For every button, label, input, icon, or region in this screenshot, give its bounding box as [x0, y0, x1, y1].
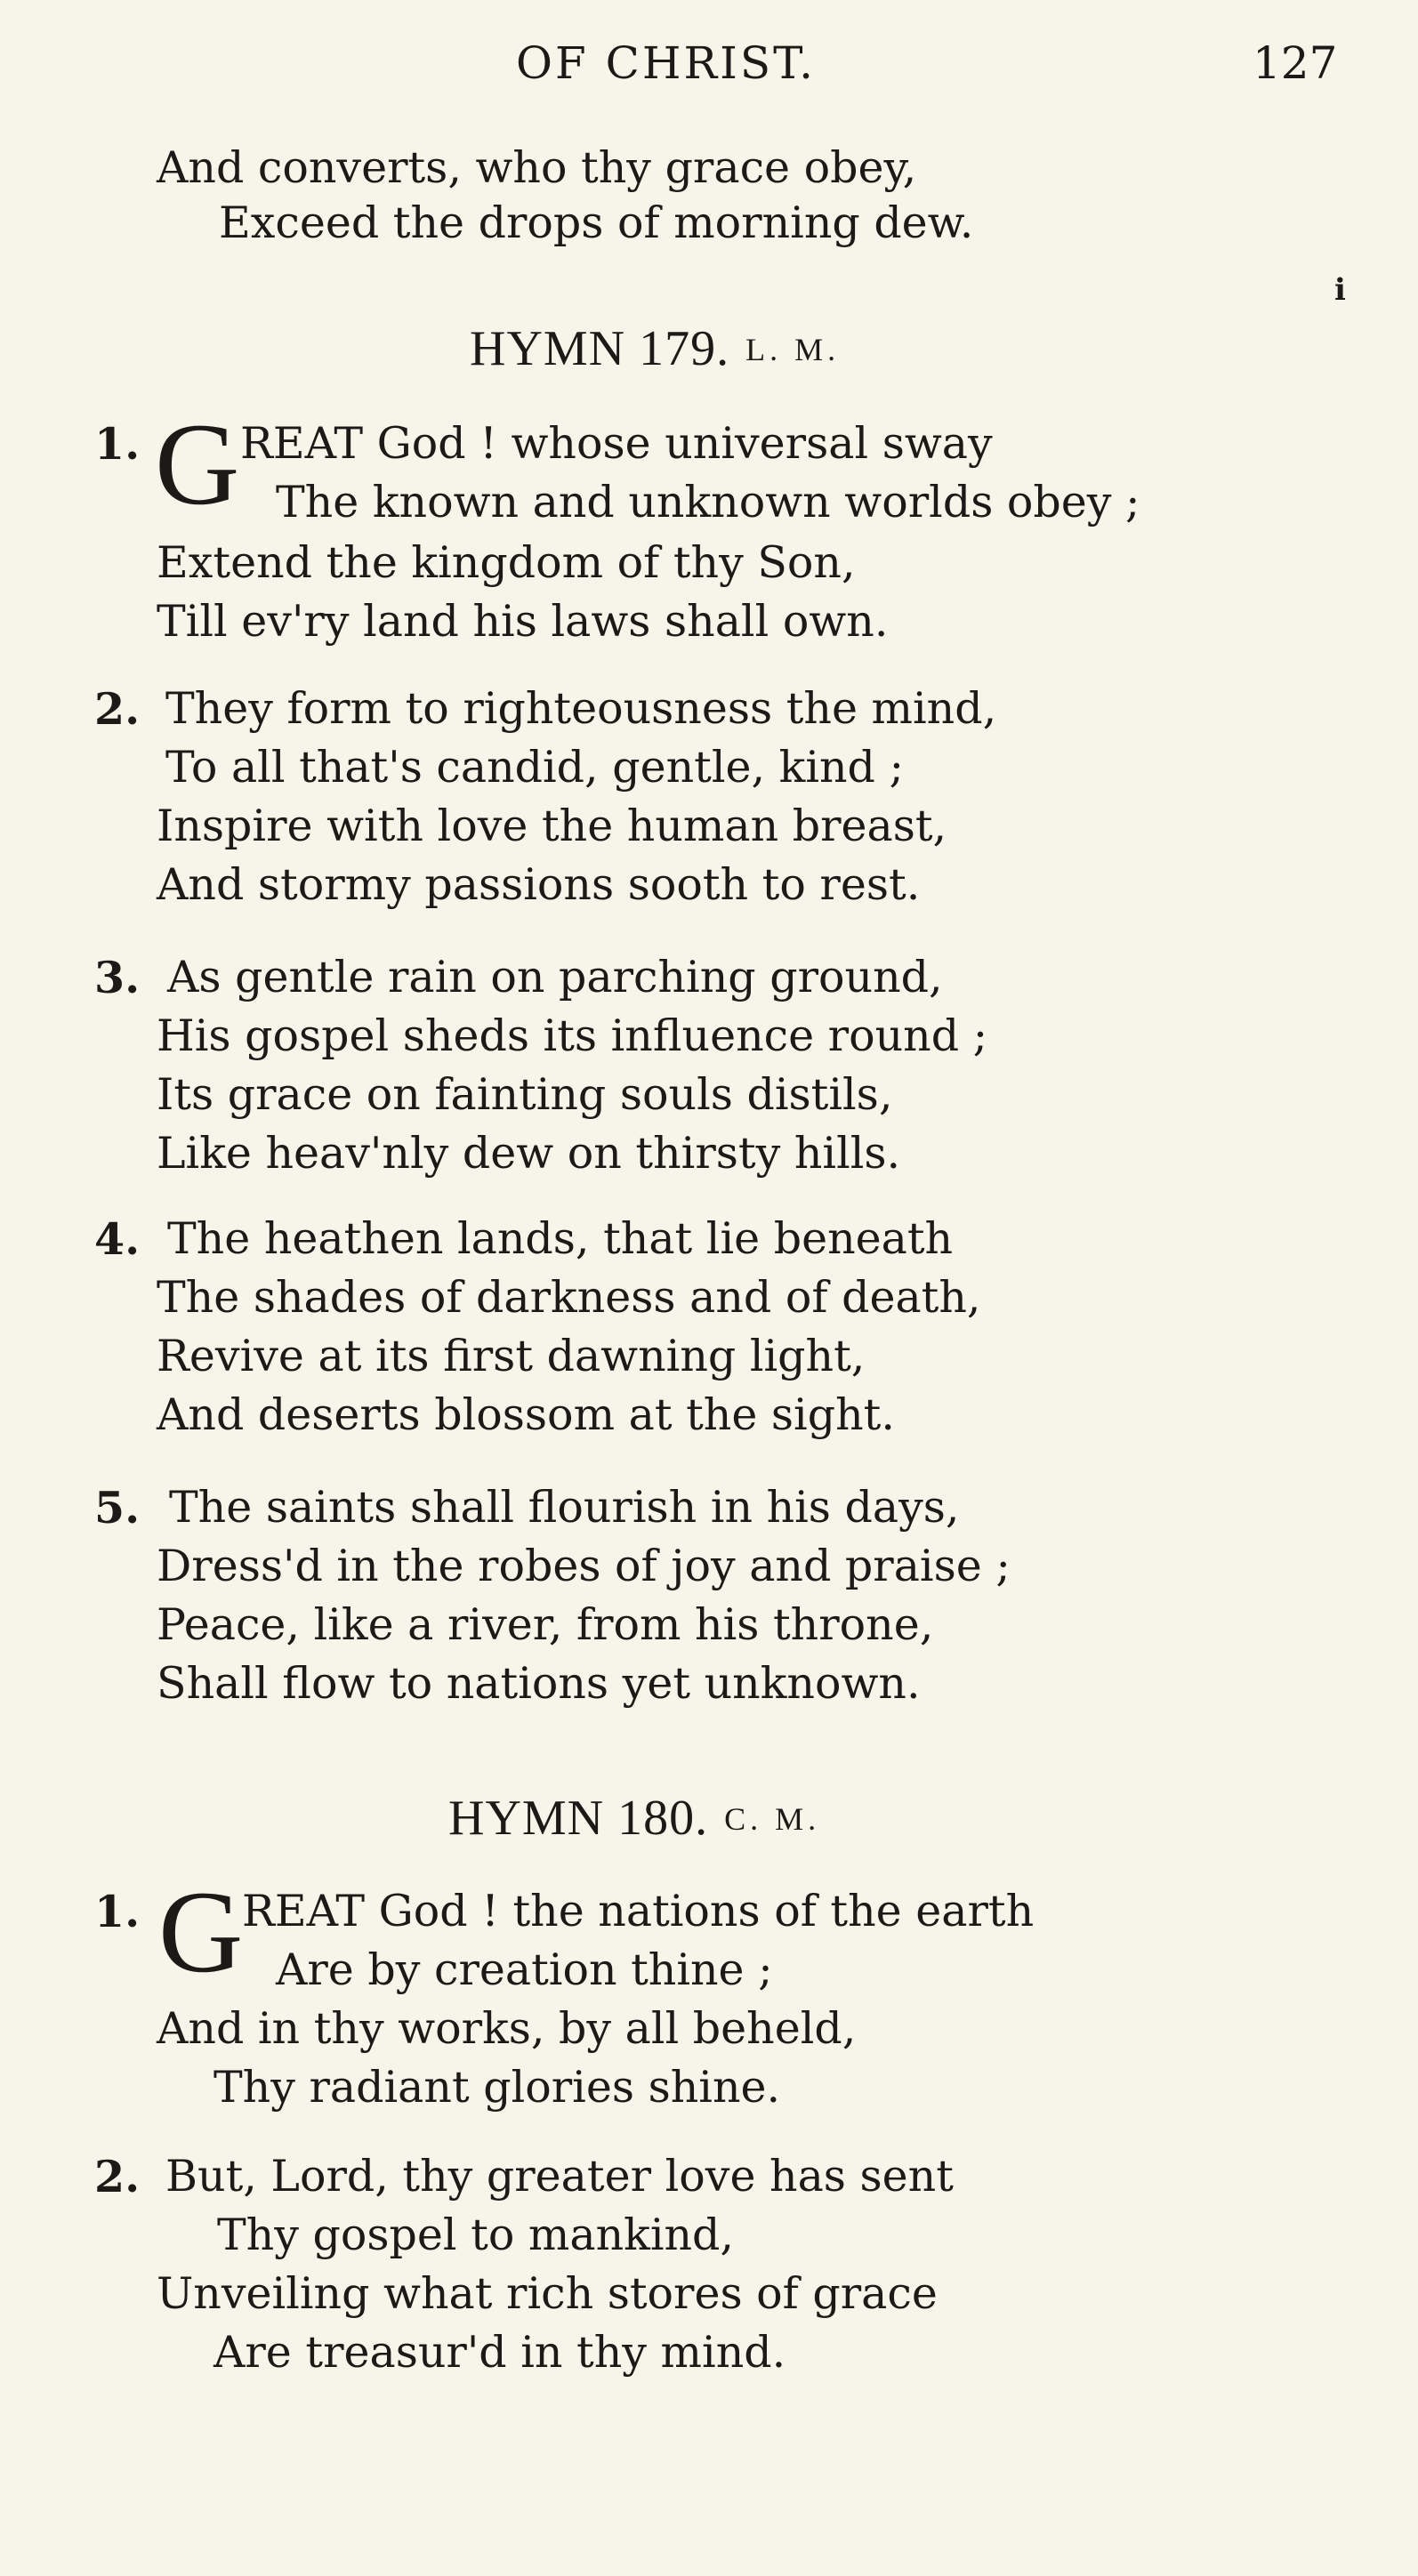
verse-line: Peace, like a river, from his throne, — [157, 1599, 934, 1650]
hymn-title — [470, 320, 840, 377]
page-number: 127 — [1253, 37, 1338, 89]
verse-line: Revive at its first dawning light, — [157, 1331, 866, 1381]
stanza-first-line: REAT God ! whose universal sway — [240, 418, 993, 469]
verse-line: They form to righteousness the mind, — [165, 683, 997, 734]
verse-line: And in thy works, by all beheld, — [157, 2003, 857, 2054]
verse-line: The shades of darkness and of death, — [157, 1272, 981, 1323]
stanza-number: 1. — [94, 418, 141, 470]
drop-cap: G — [155, 398, 240, 529]
drop-cap: G — [158, 1866, 244, 1997]
carryover-line: Exceed the drops of morning dew. — [219, 197, 974, 248]
verse-line: Dress'd in the robes of joy and praise ; — [157, 1541, 1011, 1591]
verse-line: Are by creation thine ; — [276, 1944, 773, 1995]
verse-line: Like heav'nly dew on thirsty hills. — [157, 1128, 901, 1179]
hymn-number: HYMN 179. — [470, 321, 730, 376]
verse-line: Thy radiant glories shine. — [214, 2062, 781, 2113]
running-head: OF CHRIST. — [516, 37, 816, 89]
verse-line: The known and unknown worlds obey ; — [276, 477, 1140, 527]
carryover-line: And converts, who thy grace obey, — [157, 142, 917, 193]
verse-line: Till ev'ry land his laws shall own. — [157, 596, 889, 647]
stanza-number: 2. — [94, 683, 141, 735]
verse-line: Shall flow to nations yet unknown. — [157, 1658, 921, 1709]
stanza-number: 2. — [94, 2151, 141, 2202]
stray-mark: i — [1334, 272, 1346, 308]
hymn-meter: L. M. — [745, 332, 841, 367]
stanza-first-line: REAT God ! the nations of the earth — [242, 1886, 1035, 1936]
hymn-title — [448, 1790, 820, 1847]
stanza-number: 4. — [94, 1213, 141, 1265]
verse-line: Unveiling what rich stores of grace — [157, 2268, 938, 2319]
verse-line: Inspire with love the human breast, — [157, 801, 947, 851]
verse-line: His gospel sheds its influence round ; — [157, 1010, 988, 1061]
verse-line: And stormy passions sooth to rest. — [157, 859, 921, 910]
verse-line: As gentle rain on parching ground, — [167, 952, 943, 1002]
verse-line: Its grace on fainting souls distils, — [157, 1069, 893, 1120]
verse-line: Are treasur'd in thy mind. — [214, 2327, 786, 2378]
verse-line: The heathen lands, that lie beneath — [167, 1213, 954, 1264]
verse-line: The saints shall flourish in his days, — [169, 1482, 960, 1533]
verse-line: Thy gospel to mankind, — [217, 2210, 734, 2260]
stanza-number: 1. — [94, 1886, 141, 1937]
verse-line: To all that's candid, gentle, kind ; — [165, 742, 905, 793]
stanza-number: 5. — [94, 1482, 141, 1534]
hymn-number: HYMN 180. — [448, 1791, 709, 1846]
hymn-meter: C. M. — [724, 1801, 821, 1837]
verse-line: Extend the kingdom of thy Son, — [157, 537, 856, 588]
verse-line: But, Lord, thy greater love has sent — [165, 2151, 954, 2202]
stanza-number: 3. — [94, 952, 141, 1003]
verse-line: And deserts blossom at the sight. — [157, 1389, 895, 1440]
